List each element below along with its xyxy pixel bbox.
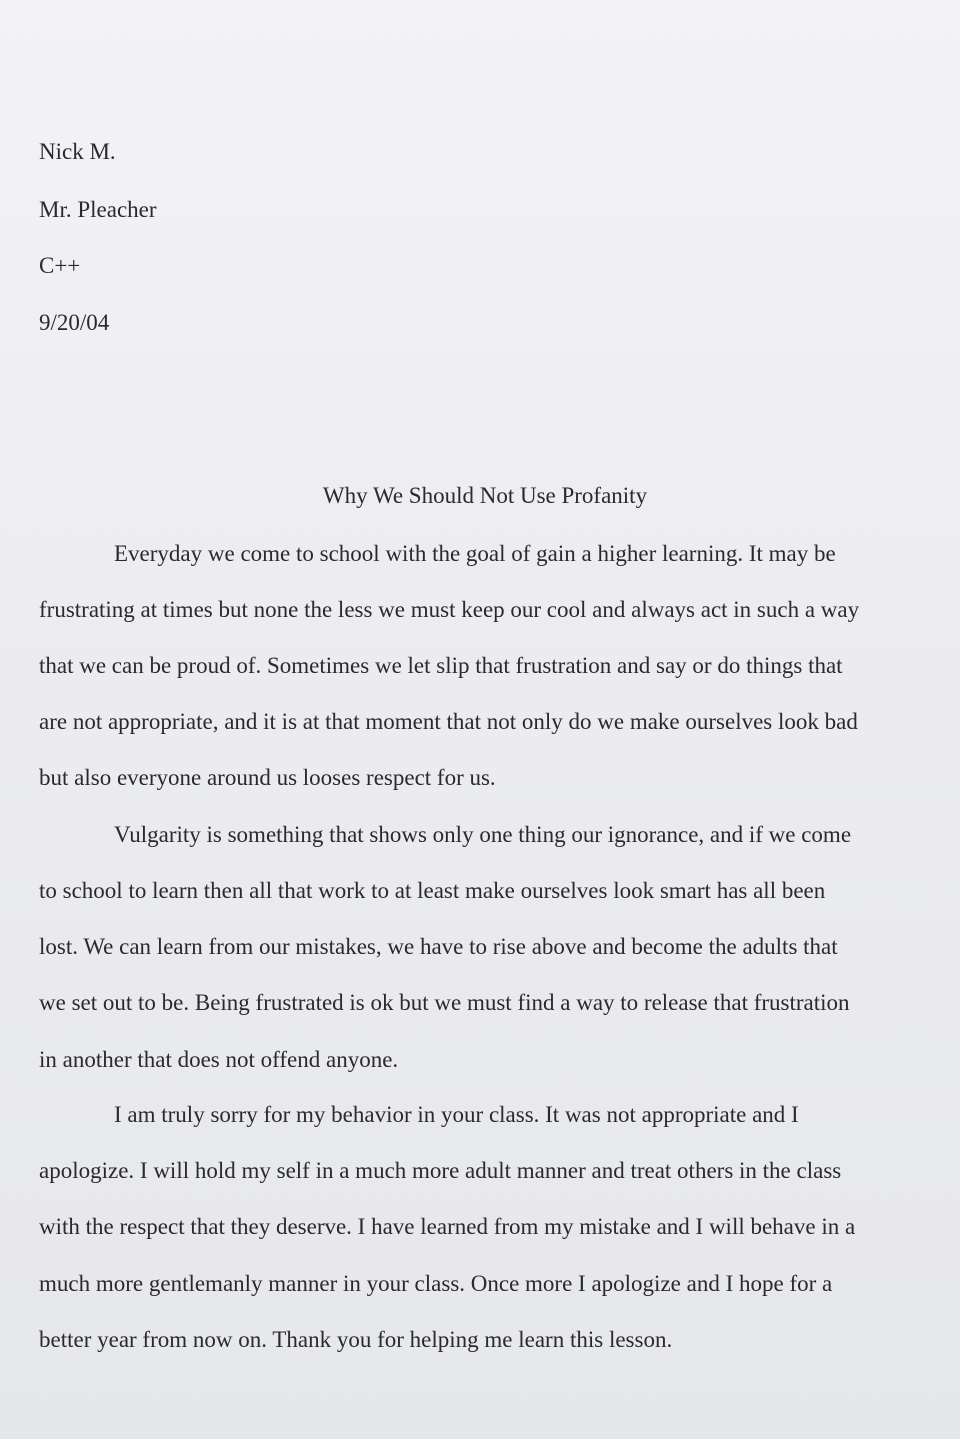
course-name: C++ [39,253,81,278]
teacher-name: Mr. Pleacher [39,197,157,222]
text-line: but also everyone around us looses respect for us. [39,765,496,790]
text-line: with the respect that they deserve. I have learned from my mistake and I will behave in a [39,1214,856,1239]
text-line: that we can be proud of. Sometimes we let slip that frustration and say or do things that [39,653,843,678]
text-line: apologize. I will hold my self in a much more adult manner and treat others in the class [39,1158,842,1183]
text-line: Everyday we come to school with the goal of gain a higher learning. It may be [114,541,836,566]
text-line: are not appropriate, and it is at that moment that not only do we make ourselves look bad [39,709,858,734]
essay-title: Why We Should Not Use Profanity [322,483,648,508]
text-line: frustrating at times but none the less we must keep our cool and always act in such a way [39,597,860,622]
text-line: to school to learn then all that work to at least make ourselves look smart has all been [39,878,826,903]
text-line: we set out to be. Being frustrated is ok but we must find a way to release that frustration [39,990,850,1015]
text-line: better year from now on. Thank you for helping me learn this lesson. [39,1327,673,1352]
essay-date: 9/20/04 [39,310,110,335]
text-line: I am truly sorry for my behavior in your class. It was not appropriate and I [114,1102,799,1127]
text-line: lost. We can learn from our mistakes, we have to rise above and become the adults that [39,934,838,959]
author-name: Nick M. [39,139,116,164]
text-line: Vulgarity is something that shows only one thing our ignorance, and if we come [114,822,852,847]
text-line: much more gentlemanly manner in your class. Once more I apologize and I hope for a [39,1271,833,1296]
text-line: in another that does not offend anyone. [39,1047,399,1072]
